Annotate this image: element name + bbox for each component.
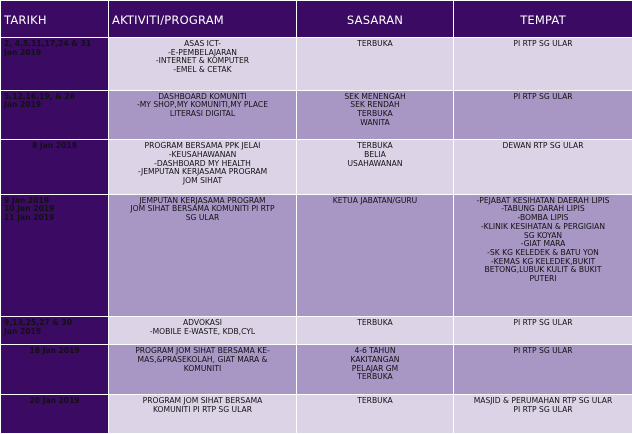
location-line: PI RTP SG ULAR (513, 346, 573, 356)
location-line: PI RTP SG ULAR (513, 318, 573, 328)
target-line: 4-6 TAHUN (354, 346, 396, 356)
location-cell (454, 90, 632, 140)
activity-line: DASHBOARD KOMUNITI (158, 91, 247, 101)
date-cell (1, 317, 109, 345)
activity-line: LITERASI DIGITAL (169, 109, 236, 118)
target-cell (297, 194, 454, 317)
location-line: PI RTP SG ULAR (513, 91, 573, 101)
activity-line: PROGRAM BERSAMA PPK JELAI (144, 141, 261, 151)
location-line: PI RTP SG ULAR (513, 404, 573, 414)
header-activity: AKTIVITI/PROGRAM (109, 1, 297, 38)
table-row (1, 90, 632, 140)
table-row (1, 194, 632, 317)
activity-line: PROGRAM JOM SIHAT BERSAMA KE- (135, 346, 270, 356)
activity-line: KOMUNITI PI RTP SG ULAR (152, 404, 252, 414)
date-line: 8 Jan 2019 (31, 141, 78, 151)
location-line: DEWAN RTP SG ULAR (502, 141, 584, 151)
activity-line: -DASHBOARD MY HEALTH (154, 158, 251, 168)
location-cell (454, 38, 632, 91)
activity-line: -JEMPUTAN KERJASAMA PROGRAM (137, 167, 268, 177)
date-cell (1, 38, 109, 91)
location-line: -PEJABAT KESIHATAN DAERAH LIPIS (476, 195, 610, 205)
target-line: KETUA JABATAN/GURU (332, 195, 418, 205)
date-cell (1, 90, 109, 140)
activity-line: JOM SIHAT (182, 175, 223, 185)
target-cell (297, 345, 454, 395)
activity-line: PROGRAM JOM SIHAT BERSAMA (142, 395, 263, 405)
date-cell (1, 394, 109, 433)
activity-cell (109, 194, 297, 317)
location-cell (454, 345, 632, 395)
date-cell (1, 345, 109, 395)
date-line: 11 Jan 2019 (4, 213, 55, 223)
schedule-body (1, 38, 632, 434)
activity-cell (109, 345, 297, 395)
activity-line: KOMUNITI (183, 363, 222, 373)
date-line: Jan 2019 (4, 47, 42, 57)
activity-line: ASAS ICT- (184, 39, 221, 48)
date-line: Jan 2019 (4, 327, 42, 337)
date-line: 9 Jan 2019 (4, 195, 50, 205)
table-row (1, 394, 632, 433)
target-line: USAHAWANAN (347, 158, 403, 168)
location-line: PI RTP SG ULAR (513, 39, 573, 48)
location-line: -TABUNG DARAH LIPIS (501, 204, 585, 214)
activity-line: ADVOKASI (182, 318, 223, 328)
location-line: -KLINIK KESIHATAN & PERGIGIAN (480, 221, 606, 231)
location-line: -GIAT MARA (520, 239, 566, 249)
header-row (1, 1, 632, 38)
header-location: TEMPAT (454, 1, 632, 38)
target-line: TERBUKA (357, 39, 393, 48)
activity-cell (109, 38, 297, 91)
location-line: SG KOYAN (523, 230, 563, 240)
target-cell (297, 140, 454, 195)
target-line: SEK MENENGAH (344, 91, 406, 101)
date-line: 18 Jan 2019 (29, 346, 80, 356)
target-line: TERBUKA (357, 318, 393, 328)
location-line: -KEMAS KG KELEDEK,BUKIT (490, 256, 596, 266)
table-row (1, 38, 632, 91)
activity-line: -MY SHOP,MY KOMUNITI,MY PLACE (136, 100, 269, 110)
date-cell (1, 194, 109, 317)
target-line: TERBUKA (357, 395, 393, 405)
target-cell (297, 38, 454, 91)
date-line: 2, 4,5,11,17,24 & 31 (4, 39, 92, 48)
activity-line: -MOBILE E-WASTE, KDB,CYL (149, 327, 256, 337)
location-cell (454, 317, 632, 345)
location-line: -BOMBA LIPIS (517, 213, 569, 223)
target-line: KAKITANGAN (350, 355, 400, 365)
activity-line: -E-PEMBELAJARAN (168, 47, 237, 57)
activity-line: JEMPUTAN KERJASAMA PROGRAM (139, 195, 266, 205)
activity-line: JOM SIHAT BERSAMA KOMUNITI PI RTP (130, 204, 275, 214)
target-cell (297, 317, 454, 345)
date-line: 5,12,16,19, & 26 (4, 91, 76, 101)
table-row (1, 317, 632, 345)
target-line: PELAJAR GM (351, 363, 399, 373)
header-date: TARIKH (1, 1, 109, 38)
activity-line: -INTERNET & KOMPUTER (155, 56, 250, 66)
target-cell (297, 90, 454, 140)
activity-line: -KEUSAHAWANAN (168, 149, 237, 159)
table-row (1, 140, 632, 195)
activity-cell (109, 317, 297, 345)
location-cell (454, 140, 632, 195)
location-line: BETONG,LUBUK KULIT & BUKIT (484, 265, 602, 275)
activity-line: MAS,&PRASEKOLAH, GIAT MARA & (137, 355, 268, 365)
target-line: SEK RENDAH (350, 100, 400, 110)
target-line: TERBUKA (357, 109, 393, 118)
target-line: TERBUKA (357, 372, 393, 382)
target-line: TERBUKA (357, 141, 393, 151)
activity-cell (109, 140, 297, 195)
location-line: -SK KG KELEDEK & BATU YON (487, 247, 599, 257)
activity-cell (109, 90, 297, 140)
target-cell (297, 394, 454, 433)
target-line: WANITA (360, 117, 390, 127)
date-line: 20 Jan 2019 (29, 395, 80, 405)
target-line: BELIA (364, 149, 386, 159)
activity-cell (109, 394, 297, 433)
activity-line: SG ULAR (185, 213, 220, 223)
date-line: 9,13,25,27 & 30 (4, 318, 73, 328)
location-cell (454, 394, 632, 433)
table-row (1, 345, 632, 395)
location-line: MASJID & PERUMAHAN RTP SG ULAR (473, 395, 613, 405)
header-target: SASARAN (297, 1, 454, 38)
location-line: PUTERI (529, 274, 557, 284)
location-cell (454, 194, 632, 317)
date-cell (1, 140, 109, 195)
activity-line: -EMEL & CETAK (173, 65, 232, 75)
date-line: 10 Jan 2019 (4, 204, 55, 214)
date-line: Jan 2019 (4, 100, 42, 110)
